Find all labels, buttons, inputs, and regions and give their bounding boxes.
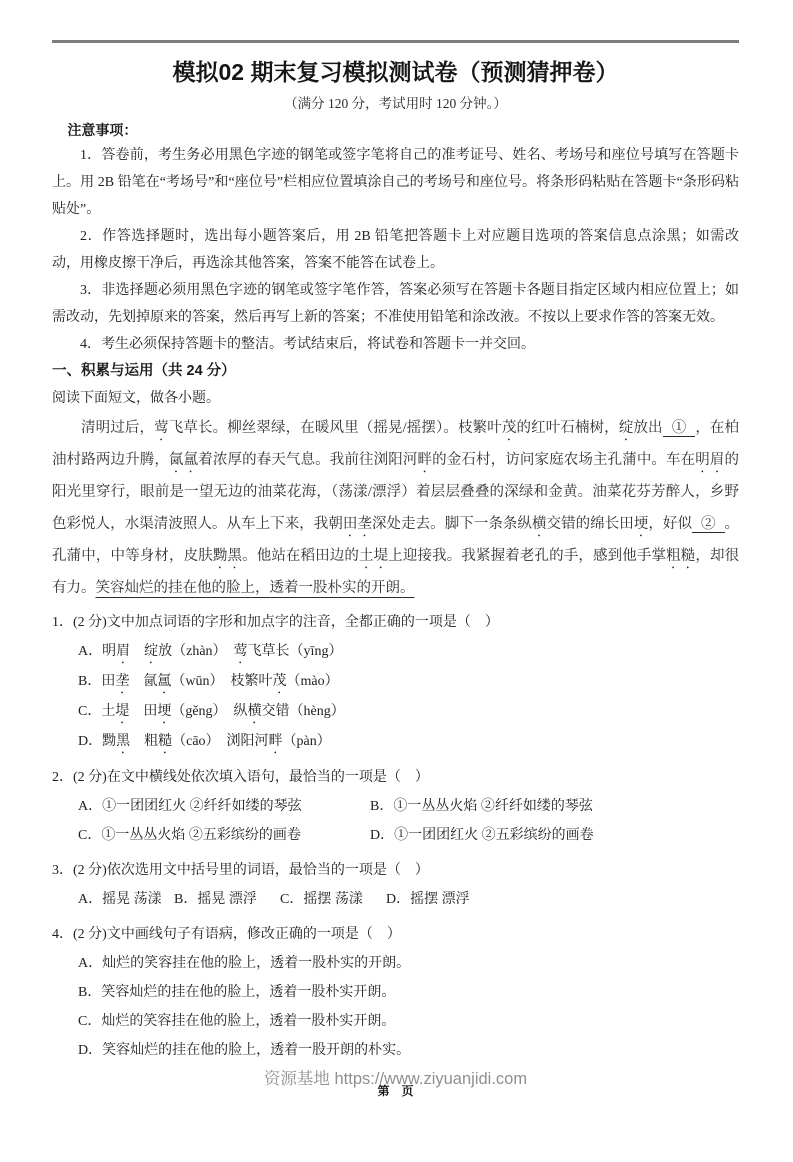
text-run: ，好似 bbox=[648, 516, 692, 532]
text-run: 上迎接我。我紧握着老孔的手，感到他手掌 bbox=[388, 548, 667, 564]
emphasized-word: 堤 bbox=[115, 704, 130, 719]
option-group bbox=[52, 792, 739, 850]
option: B．①一丛丛火焰 ②纤纤如缕的琴弦 bbox=[370, 799, 593, 814]
question-stem: 3．(2 分)依次选用文中括号里的词语，最恰当的一项是（ ） bbox=[52, 863, 429, 878]
option-group bbox=[52, 637, 739, 757]
option: A．摇晃 荡漾 bbox=[78, 892, 162, 907]
page-title: 模拟02 期末复习模拟测试卷（预测猜押卷） bbox=[172, 59, 619, 85]
answer-blank: ② bbox=[692, 516, 725, 533]
underlined-text: 笑容灿烂的挂在他的脸上，透着一股朴实的开朗。 bbox=[95, 580, 415, 596]
option bbox=[78, 637, 739, 667]
exam-meta-subtitle: （满分 120 分，考试用时 120 分钟。） bbox=[284, 96, 507, 111]
emphasized-word: 绽 bbox=[144, 644, 159, 659]
text-run: A．明 bbox=[78, 644, 117, 659]
emphasized-word: 氲 bbox=[157, 674, 172, 689]
option: D．摇摆 漂浮 bbox=[386, 892, 470, 907]
text-run: （pàn） bbox=[282, 734, 331, 749]
option bbox=[78, 667, 739, 697]
text-run: 田 bbox=[129, 704, 158, 719]
section-intro: 阅读下面短文，做各小题。 bbox=[52, 391, 220, 406]
option: C．①一丛丛火焰 ②五彩缤纷的画卷 bbox=[78, 828, 301, 843]
text-run: 的红叶石楠树， bbox=[516, 420, 619, 436]
section-heading: 一、积累与运用（共 24 分） bbox=[52, 363, 236, 379]
notice-heading: 注意事项： bbox=[67, 122, 138, 138]
text-run: （wūn） 枝繁叶 bbox=[171, 674, 273, 689]
option: A．灿烂的笑容挂在他的脸上，透着一股朴实的开朗。 bbox=[78, 956, 411, 971]
question-stem: 2．(2 分)在文中横线处依次填入语句，最恰当的一项是（ ） bbox=[52, 770, 429, 785]
text-run: （gěng） 纵 bbox=[171, 704, 248, 719]
notice-item: 3．非选择题必须用黑色字迹的钢笔或签字笔作答，答案必须写在答题卡各题目指定区域内相应位置上；如需改动，先划掉原来的答案，然后再写上新的答案；不准使用铅笔和涂改液。不按以上要求作答的答案无效。 bbox=[52, 283, 739, 325]
text-run: 放出 bbox=[633, 420, 663, 436]
emphasized-word: 茂 bbox=[501, 420, 517, 436]
text-run: C．土 bbox=[78, 704, 116, 719]
answer-blank: ① bbox=[663, 420, 696, 437]
option: C．灿烂的笑容挂在他的脸上，透着一股朴实开朗。 bbox=[78, 1014, 396, 1029]
emphasized-word: 横 bbox=[531, 516, 547, 532]
emphasized-word: 埂 bbox=[633, 516, 649, 532]
question-list bbox=[52, 608, 739, 1065]
top-rule bbox=[52, 40, 739, 43]
exam-document-page bbox=[0, 40, 793, 1162]
emphasized-word: 畔 bbox=[417, 452, 433, 468]
page-number-label: 第 页 bbox=[377, 1084, 414, 1098]
text-run: 。他站在稻田边的 bbox=[242, 548, 360, 564]
emphasized-word: 糙 bbox=[158, 734, 173, 749]
option: C．摇摆 荡漾 bbox=[280, 892, 363, 907]
text-run bbox=[130, 644, 144, 659]
text-run: 飞草长（yīng） bbox=[247, 644, 343, 659]
option-group bbox=[52, 949, 739, 1065]
text-run: （mào） bbox=[286, 674, 339, 689]
emphasized-word: 田垄 bbox=[342, 516, 372, 532]
text-run: 。孔蒲中，中等身材，皮肤 bbox=[52, 516, 740, 564]
option: A．①一团团红火 ②纤纤如缕的琴弦 bbox=[78, 799, 302, 814]
emphasized-word: 土堤 bbox=[359, 548, 389, 564]
option bbox=[78, 697, 739, 727]
text-run: （cāo） 浏阳河 bbox=[172, 734, 269, 749]
text-run: 的阳光里穿行，眼前是一望无边的油菜花海，（荡漾/漂浮）着层层叠叠的深绿和金黄。油菜花芬芳醉人，乡野色彩悦人，水渠清波照人。从车上下来，我朝 bbox=[52, 452, 740, 532]
text-run: 清明过后， bbox=[81, 420, 155, 436]
option: D．①一团团红火 ②五彩缤纷的画卷 bbox=[370, 828, 594, 843]
question-stem: 4．(2 分)文中画线句子有语病，修改正确的一项是（ ） bbox=[52, 927, 401, 942]
emphasized-word: 畔 bbox=[268, 734, 283, 749]
text-run: 交错的绵长田 bbox=[546, 516, 634, 532]
notice-item: 1．答卷前，考生务必用黑色字迹的钢笔或签字笔将自己的准考证号、姓名、考场号和座位号填写在答题卡上。用 2B 铅笔在“考场号”和“座位号”栏相应位置填涂自己的考场号和座位号。将条形码粘贴在答题卡“条形码粘贴处”。 bbox=[52, 148, 739, 217]
emphasized-word: 莺 bbox=[154, 420, 169, 436]
text-run: 交错（hèng） bbox=[261, 704, 345, 719]
watermark-url: 资源基地 https://www.ziyuanjidi.com bbox=[263, 1070, 528, 1088]
emphasized-word: 黝黑 bbox=[212, 548, 243, 564]
question-stem: 1．(2 分)文中加点词语的字形和加点字的注音，全都正确的一项是（ ） bbox=[52, 615, 499, 630]
emphasized-word: 眉 bbox=[116, 644, 131, 659]
text-run: 深处走去。脚下一条条纵 bbox=[371, 516, 532, 532]
text-run: D．黝 bbox=[78, 734, 117, 749]
notice-item: 2．作答选择题时，选出每小题答案后，用 2B 铅笔把答题卡上对应题目选项的答案信息点涂黑；如需改动，用橡皮擦干净后，再选涂其他答案，答案不能答在试卷上。 bbox=[52, 229, 739, 271]
emphasized-word: 横 bbox=[247, 704, 262, 719]
text-run: B．田 bbox=[78, 674, 116, 689]
question-1 bbox=[52, 608, 739, 757]
option: B．摇晃 漂浮 bbox=[174, 892, 257, 907]
emphasized-word: 垄 bbox=[115, 674, 130, 689]
page-footer bbox=[52, 1068, 739, 1099]
emphasized-word: 绽 bbox=[618, 420, 634, 436]
emphasized-word: 莺 bbox=[233, 644, 248, 659]
question-4 bbox=[52, 920, 739, 1065]
emphasized-word: 粗糙 bbox=[666, 548, 696, 564]
emphasized-word: 茂 bbox=[272, 674, 287, 689]
question-2 bbox=[52, 763, 739, 850]
notice-list bbox=[52, 142, 739, 358]
text-run: 着浓厚的春天气息。我前往浏阳河 bbox=[198, 452, 418, 468]
text-run: 氤 bbox=[129, 674, 158, 689]
text-run: ，却很有力。 bbox=[52, 548, 740, 596]
emphasized-word: 明眉 bbox=[695, 452, 725, 468]
text-run: 的金石村，访问家庭农场主孔蒲中。车在 bbox=[432, 452, 696, 468]
option bbox=[78, 727, 739, 757]
option: D．笑容灿烂的挂在他的脸上，透着一股开朗的朴实。 bbox=[78, 1043, 411, 1058]
reading-passage bbox=[52, 412, 739, 604]
text-run: ，在柏油村路两边升腾， bbox=[52, 420, 740, 468]
text-run: 飞草长。柳丝翠绿，在暖风里（摇晃/摇摆）。枝繁叶 bbox=[168, 420, 502, 436]
emphasized-word: 氤氲 bbox=[168, 452, 199, 468]
emphasized-word: 黑 bbox=[116, 734, 131, 749]
option: B．笑容灿烂的挂在他的脸上，透着一股朴实开朗。 bbox=[78, 985, 396, 1000]
emphasized-word: 埂 bbox=[157, 704, 172, 719]
text-run: 放（zhàn） bbox=[158, 644, 234, 659]
question-3 bbox=[52, 856, 739, 914]
text-run: 粗 bbox=[130, 734, 159, 749]
notice-item: 4．考生必须保持答题卡的整洁。考试结束后，将试卷和答题卡一并交回。 bbox=[80, 337, 535, 352]
option-group bbox=[52, 885, 739, 914]
